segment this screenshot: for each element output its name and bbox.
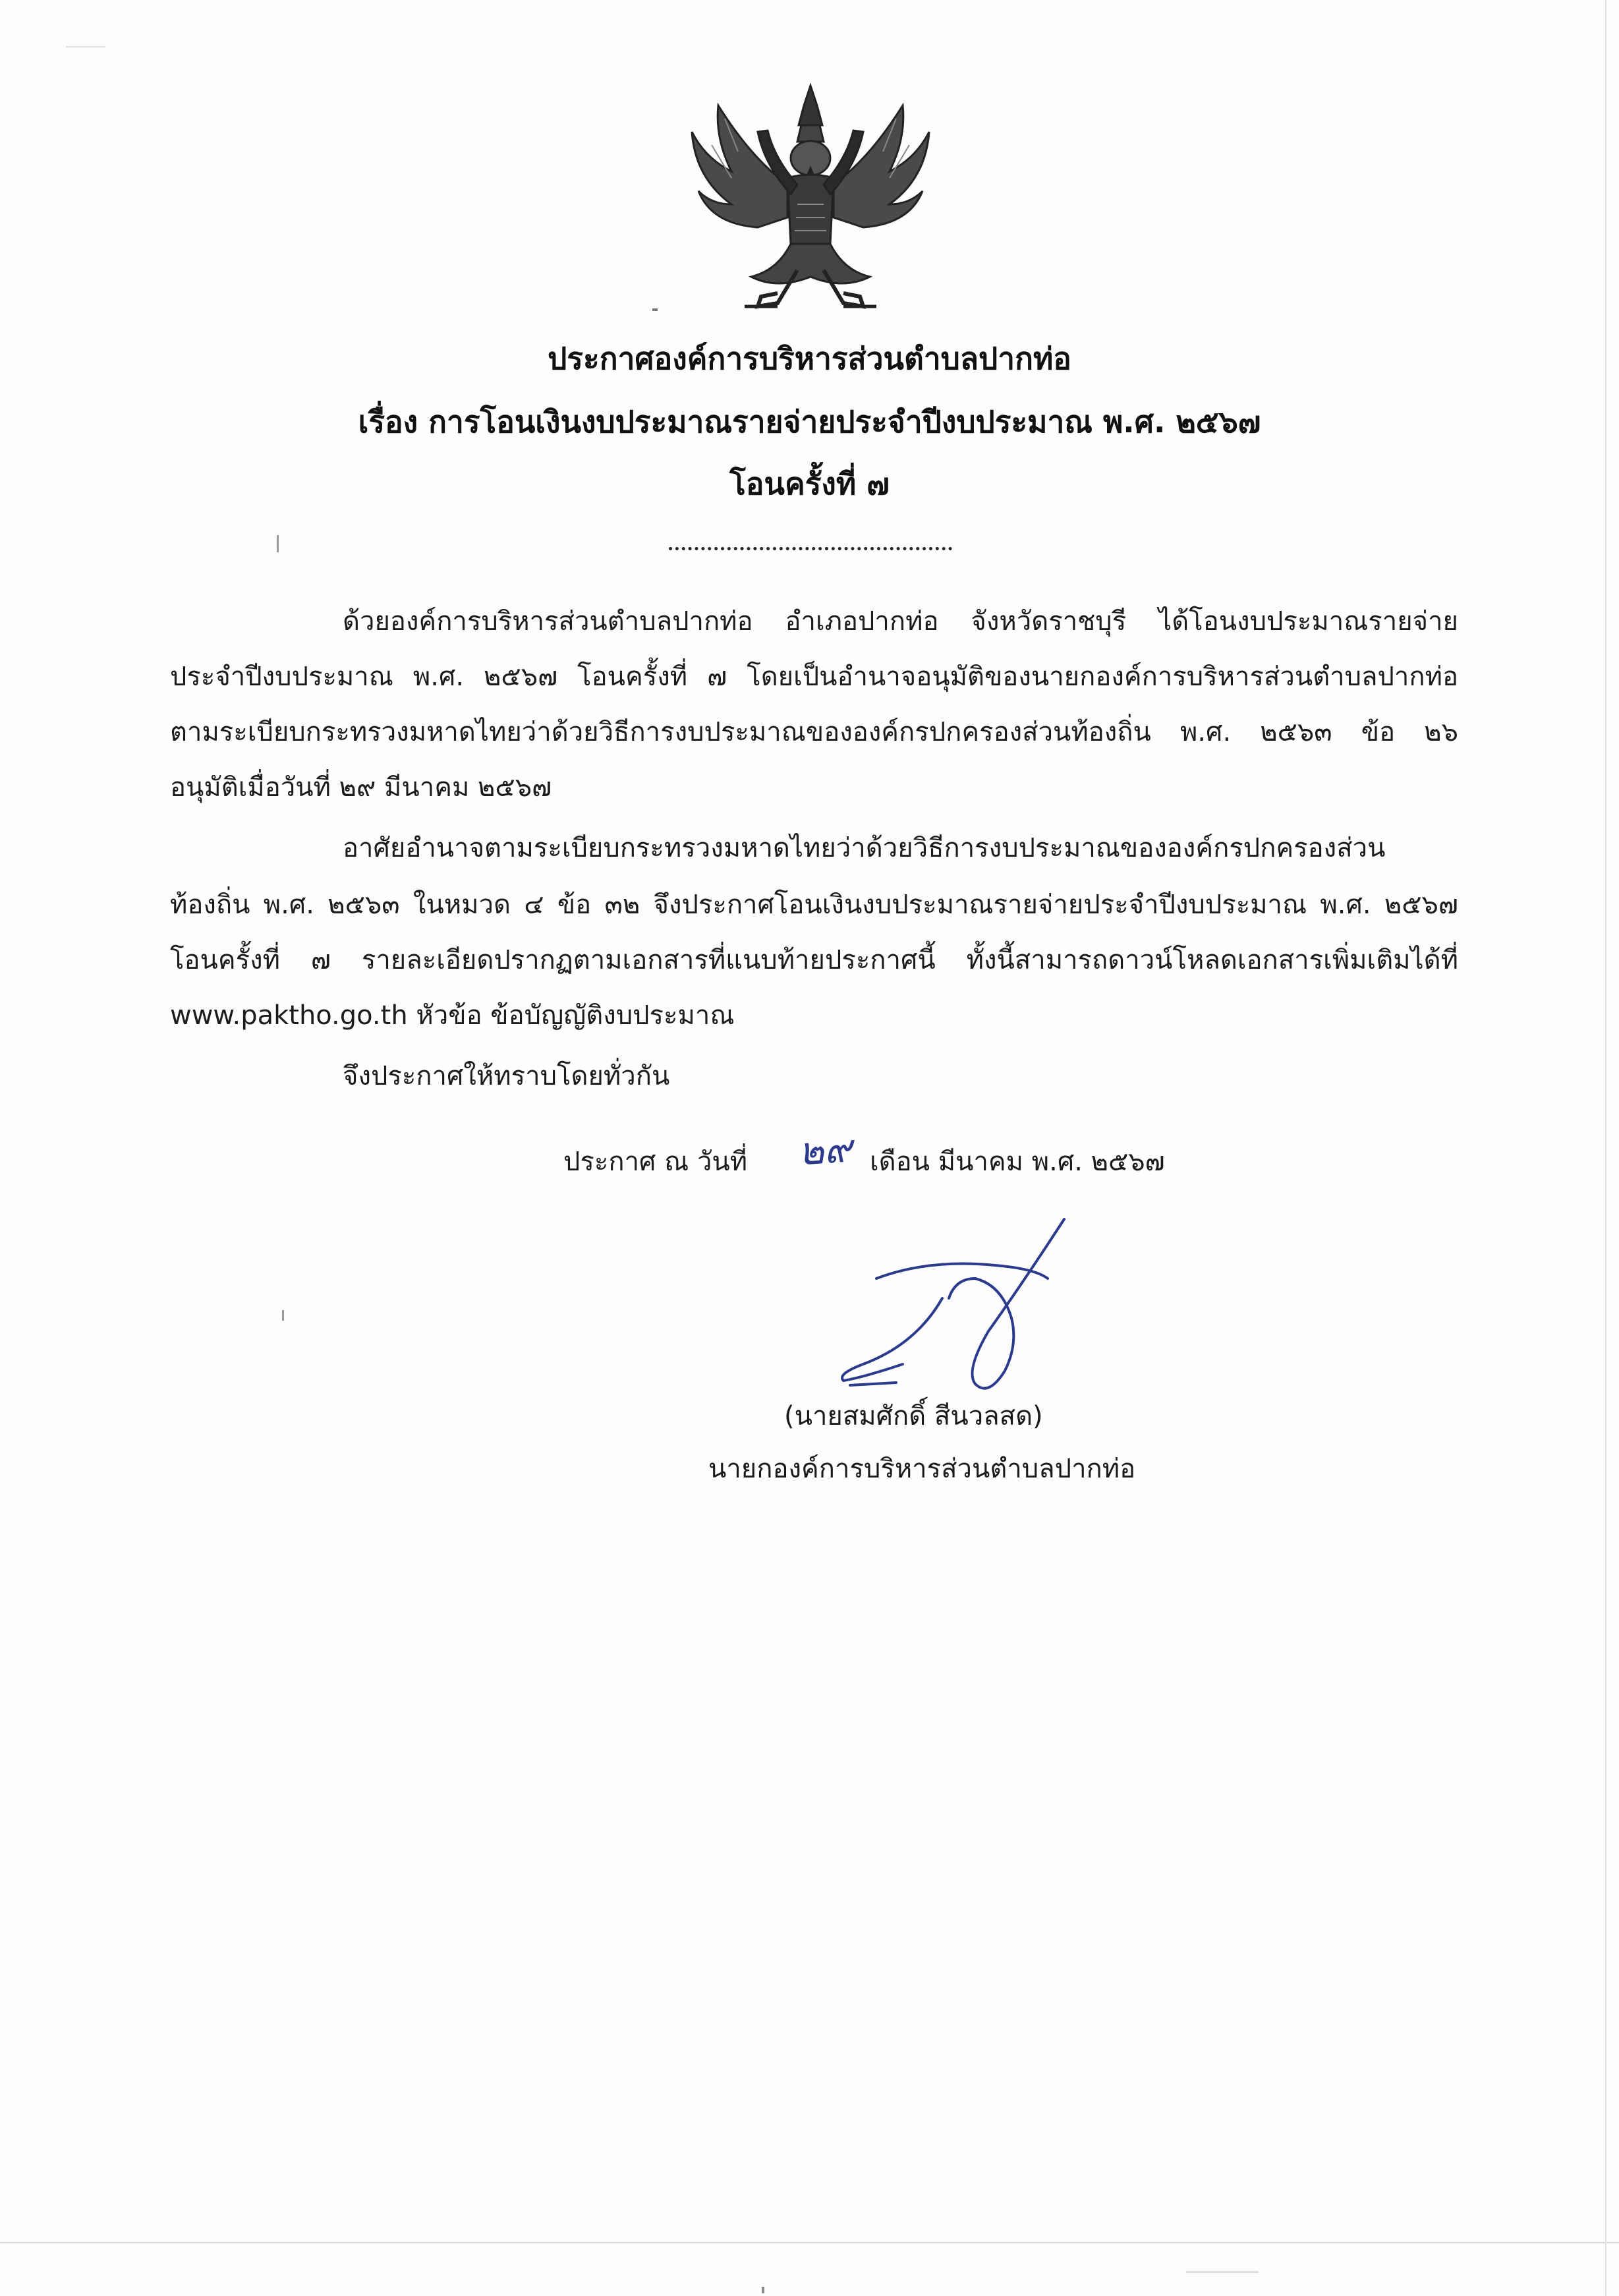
signatory-name: (นายสมศักดิ์ สีนวลสด) [784, 1401, 1043, 1431]
paragraph1-line1: ด้วยองค์การบริหารส่วนตำบลปากท่อ อำเภอปากท่อ จังหวัดราชบุรี ได้โอนงบประมาณรายจ่าย [343, 606, 1458, 637]
scan-speck [762, 2287, 764, 2293]
paragraph1-line3: ตามระเบียบกระทรวงมหาดไทยว่าด้วยวิธีการงบประมาณขององค์กรปกครองส่วนท้องถิ่น พ.ศ. ๒๕๖๓ ข้อ ๒๖ [170, 717, 1458, 747]
scan-speck [66, 46, 105, 47]
announcement-title: ประกาศองค์การบริหารส่วนตำบลปากท่อ [548, 341, 1071, 376]
paragraph1-line2: ประจำปีงบประมาณ พ.ศ. ๒๕๖๗ โอนครั้งที่ ๗ โดยเป็นอำนาจอนุมัติของนายกองค์การบริหารส่วนตำบลปากท่อ [170, 662, 1458, 692]
paragraph2-line4: www.paktho.go.th หัวข้อ ข้อบัญญัติงบประมาณ [170, 1000, 735, 1031]
paragraph2-line3: โอนครั้งที่ ๗ รายละเอียดปรากฏตามเอกสารที่แนบท้ายประกาศนี้ ทั้งนี้สามารถดาวน์โหลดเอกสารเพิ่มเติมได้ที่ [170, 945, 1458, 975]
handwritten-signature-icon [824, 1213, 1087, 1397]
subject-line: เรื่อง การโอนเงินงบประมาณรายจ่ายประจำปีงบประมาณ พ.ศ. ๒๕๖๗ [358, 404, 1261, 440]
scan-speck [282, 1310, 284, 1321]
scan-edge-line [0, 2242, 1619, 2243]
dotted-separator [669, 547, 952, 550]
transfer-number: โอนครั้งที่ ๗ [729, 466, 890, 502]
scan-speck [652, 308, 658, 311]
paragraph2-line1: อาศัยอำนาจตามระเบียบกระทรวงมหาดไทยว่าด้วยวิธีการงบประมาณขององค์กรปกครองส่วน [343, 833, 1386, 863]
scan-edge-vertical [1605, 0, 1606, 2296]
date-prefix: ประกาศ ณ วันที่ [563, 1147, 748, 1177]
scan-speck [277, 535, 279, 552]
garuda-emblem-icon [679, 79, 942, 323]
closing-line: จึงประกาศให้ทราบโดยทั่วกัน [343, 1061, 670, 1091]
paragraph2-line2: ท้องถิ่น พ.ศ. ๒๕๖๓ ในหมวด ๔ ข้อ ๓๒ จึงประกาศโอนเงินงบประมาณรายจ่ายประจำปีงบประมาณ พ.ศ. ๒๕๖๗ [170, 890, 1458, 920]
signatory-title: นายกองค์การบริหารส่วนตำบลปากท่อ [708, 1454, 1136, 1484]
handwritten-day: ๒๙ [797, 1126, 854, 1174]
date-month-year: เดือน มีนาคม พ.ศ. ๒๕๖๗ [870, 1147, 1165, 1177]
scan-speck [1186, 2271, 1259, 2273]
paragraph1-line4: อนุมัติเมื่อวันที่ ๒๙ มีนาคม ๒๕๖๗ [170, 772, 552, 803]
